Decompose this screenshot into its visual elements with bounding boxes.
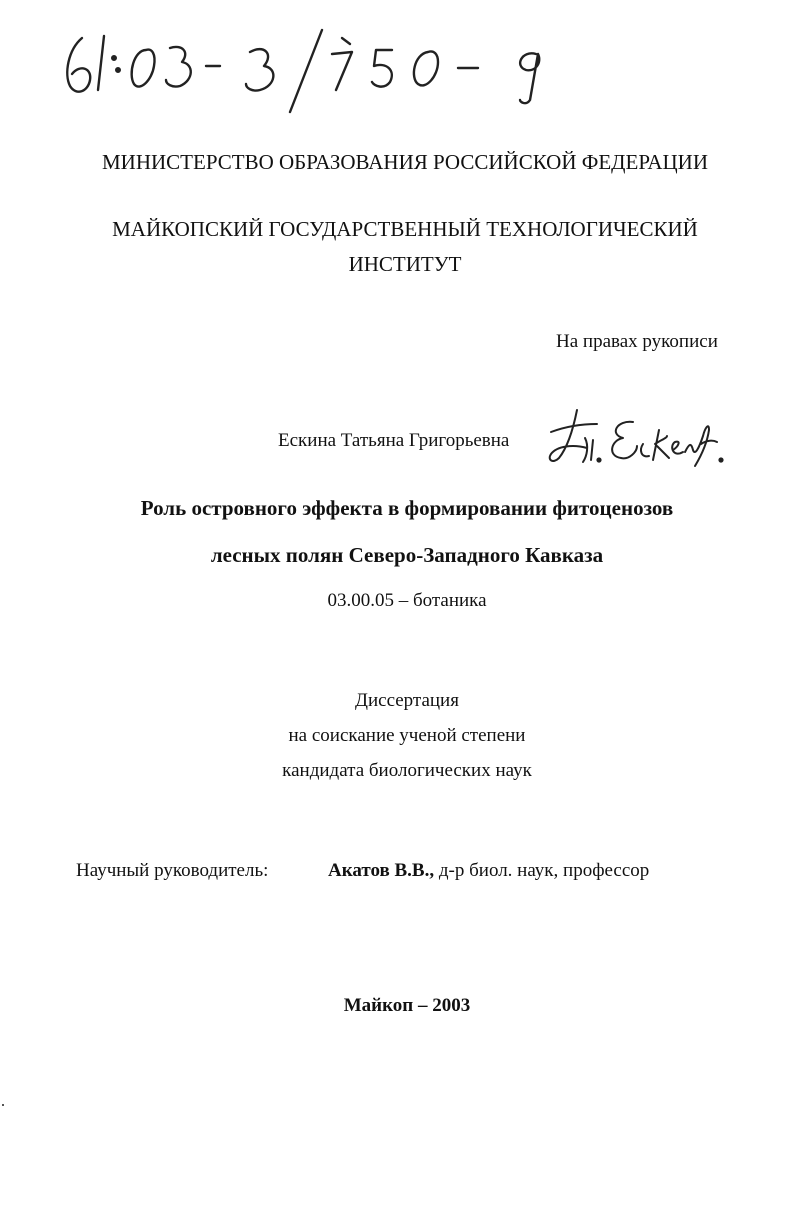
dissertation-label: Диссертация — [355, 690, 459, 711]
supervisor-name: Акатов В.В., — [328, 860, 435, 881]
handwritten-archive-number — [60, 14, 600, 124]
city-year: Майкоп – 2003 — [343, 995, 471, 1016]
institute-name-line2: ИНСТИТУТ — [348, 252, 462, 276]
degree-line: на соискание ученой степени — [288, 725, 526, 746]
specialty-code: 03.00.05 – ботаника — [327, 590, 487, 611]
supervisor-credentials: д-р биол. наук, профессор — [434, 860, 650, 881]
scan-speck — [2, 1104, 4, 1106]
dissertation-title-line1: Роль островного эффекта в формировании фитоценозов — [140, 496, 674, 520]
dissertation-title-line2: лесных полян Северо-Западного Кавказа — [210, 543, 604, 567]
institute-name-line1: МАЙКОПСКИЙ ГОСУДАРСТВЕННЫЙ ТЕХНОЛОГИЧЕСКИЙ — [112, 217, 698, 241]
ministry-name: МИНИСТЕРСТВО ОБРАЗОВАНИЯ РОССИЙСКОЙ ФЕДЕРАЦИИ — [101, 150, 708, 174]
author-name: Ескина Татьяна Григорьевна — [278, 430, 510, 451]
author-signature — [537, 400, 737, 480]
degree-name: кандидата биологических наук — [282, 760, 532, 781]
manuscript-note: На правах рукописи — [556, 331, 718, 352]
supervisor-info — [328, 860, 649, 882]
supervisor-label: Научный руководитель: — [76, 860, 269, 881]
